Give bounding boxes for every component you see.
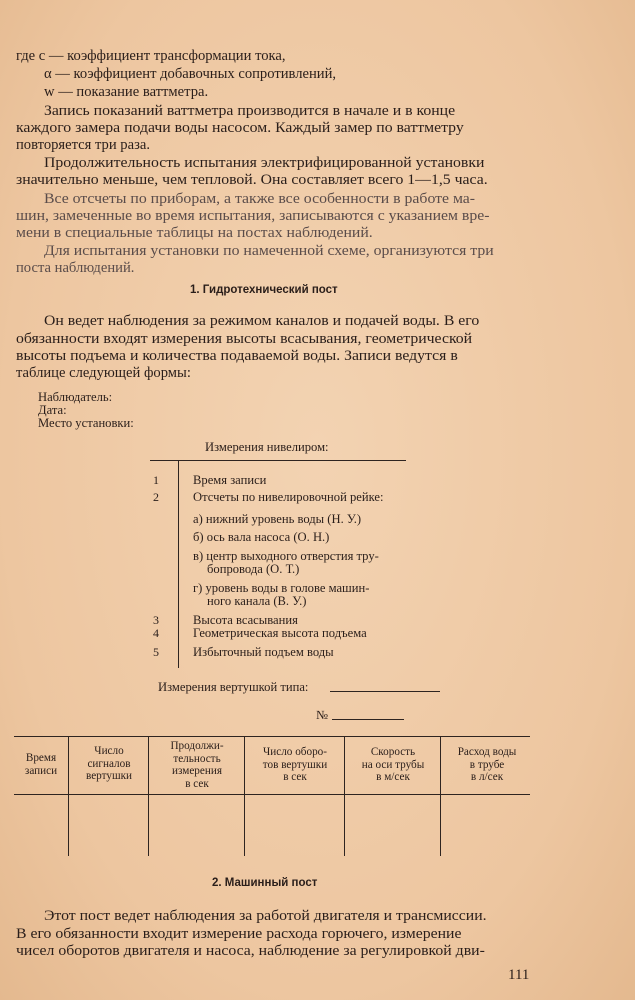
section-1-para-line4: таблице следующей формы: bbox=[16, 365, 191, 381]
column-header-discharge bbox=[442, 746, 532, 784]
definition-w: w — показание ваттметра. bbox=[44, 84, 209, 100]
leveling-row-text: в) центр выходного отверстия тру- bbox=[193, 549, 379, 563]
column-header-line: в м/сек bbox=[376, 771, 410, 783]
column-header-line: вертушки bbox=[85, 770, 132, 782]
para-wattmeter-line1: Запись показаний ваттметра производится в начале и в конце bbox=[44, 103, 456, 119]
leveling-row-text: Отсчеты по нивелировочной рейке: bbox=[193, 490, 384, 504]
section-2-para-line3: чисел оборотов двигателя и насоса, наблюдение за регулировкой дви- bbox=[16, 943, 485, 959]
column-header-line: в л/сек bbox=[470, 771, 504, 783]
meter-table-col-divider bbox=[344, 736, 345, 856]
column-header-line: записи bbox=[24, 764, 58, 777]
meter-table-col-divider bbox=[244, 736, 245, 856]
current-meter-blank bbox=[330, 691, 440, 692]
column-header-line: в сек bbox=[283, 771, 307, 783]
leveling-row-text-cont: бопровода (О. Т.) bbox=[207, 562, 300, 576]
column-header-revolutions bbox=[246, 746, 344, 784]
column-header-velocity bbox=[346, 746, 440, 784]
column-header-time bbox=[14, 752, 68, 777]
column-header-line: Расход воды bbox=[457, 746, 517, 758]
column-header-line: Продолжи- bbox=[170, 740, 224, 752]
number-blank bbox=[332, 719, 404, 720]
meter-table-col-divider bbox=[148, 736, 149, 856]
para-duration-line2: значительно меньше, чем тепловой. Она составляет всего 1—1,5 часа. bbox=[16, 172, 488, 188]
para-readings-line1: Все отсчеты по приборам, а также все особенности в работе ма- bbox=[44, 191, 476, 207]
meter-table-col-divider bbox=[68, 736, 69, 856]
para-readings-line2: шин, замеченные во время испытания, записываются с указанием вре- bbox=[16, 208, 490, 224]
current-meter-label: Измерения вертушкой типа: bbox=[158, 680, 309, 694]
leveling-row-text: Время записи bbox=[193, 473, 267, 487]
section-1-para-line2: обязанности входят измерения высоты всасывания, геометрической bbox=[16, 331, 473, 347]
para-wattmeter-line2: каждого замера подачи воды насосом. Каждый замер по ваттметру bbox=[16, 120, 464, 136]
para-duration-line1: Продолжительность испытания электрифицированной установки bbox=[44, 155, 485, 171]
section-1-para-line3: высоты подъема и количества подаваемой воды. Записи ведутся в bbox=[16, 348, 458, 364]
section-1-para-line1: Он ведет наблюдения за режимом каналов и подачей воды. В его bbox=[44, 313, 480, 329]
column-header-line: Число оборо- bbox=[263, 746, 327, 758]
column-header-duration bbox=[150, 740, 244, 790]
date-label: Дата: bbox=[38, 403, 67, 417]
para-posts-line2: поста наблюдений. bbox=[16, 260, 135, 276]
column-header-line: в трубе bbox=[469, 758, 505, 771]
para-posts-line1: Для испытания установки по намеченной схеме, организуются три bbox=[44, 243, 494, 259]
para-readings-line3: мени в специальные таблицы на постах наблюдений. bbox=[16, 225, 373, 241]
leveling-row-text: Избыточный подъем воды bbox=[193, 645, 334, 659]
leveling-top-rule bbox=[150, 460, 406, 461]
column-header-line: Время bbox=[25, 752, 57, 764]
leveling-row-num: 2 bbox=[153, 490, 159, 504]
column-header-line: сигналов bbox=[87, 757, 131, 770]
definition-c: где c — коэффициент трансформации тока, bbox=[16, 48, 286, 64]
column-header-line: измерения bbox=[172, 765, 222, 777]
section-2-para-line1: Этот пост ведет наблюдения за работой двигателя и трансмиссии. bbox=[44, 908, 487, 924]
number-sign: № bbox=[316, 708, 329, 722]
page-number: 111 bbox=[508, 967, 530, 983]
column-header-line: Число bbox=[94, 745, 124, 757]
meter-table-top-rule bbox=[14, 736, 530, 737]
section-1-title: 1. Гидротехнический пост bbox=[190, 284, 338, 296]
column-header-line: на оси трубы bbox=[361, 758, 425, 771]
leveling-row-num: 3 bbox=[153, 613, 159, 627]
section-2-title: 2. Машинный пост bbox=[212, 877, 318, 889]
leveling-row-text: Высота всасывания bbox=[193, 613, 298, 627]
leveling-row-text: Геометрическая высота подъема bbox=[193, 626, 367, 640]
meter-table-col-divider bbox=[440, 736, 441, 856]
leveling-row-text-cont: ного канала (В. У.) bbox=[207, 594, 307, 608]
column-header-signals bbox=[70, 745, 148, 783]
leveling-row-text: а) нижний уровень воды (Н. У.) bbox=[193, 512, 362, 526]
column-header-line: в сек bbox=[185, 777, 209, 790]
location-label: Место установки: bbox=[38, 416, 134, 430]
leveling-divider bbox=[178, 460, 179, 668]
column-header-line: тельность bbox=[173, 752, 221, 765]
leveling-row-num: 1 bbox=[153, 473, 159, 487]
observer-label: Наблюдатель: bbox=[38, 390, 113, 404]
definition-alpha: α — коэффициент добавочных сопротивлений, bbox=[44, 66, 337, 82]
para-wattmeter-line3: повторяется три раза. bbox=[16, 137, 150, 153]
leveling-title: Измерения нивелиром: bbox=[205, 440, 329, 454]
column-header-line: Скорость bbox=[370, 746, 416, 758]
leveling-row-text: г) уровень воды в голове машин- bbox=[193, 581, 370, 595]
leveling-row-num: 5 bbox=[153, 645, 159, 659]
section-2-para-line2: В его обязанности входит измерение расхода горючего, измерение bbox=[16, 926, 462, 942]
meter-table-header-rule bbox=[14, 794, 530, 795]
column-header-line: тов вертушки bbox=[262, 758, 328, 771]
leveling-row-num: 4 bbox=[153, 626, 159, 640]
leveling-row-text: б) ось вала насоса (О. Н.) bbox=[193, 530, 330, 544]
